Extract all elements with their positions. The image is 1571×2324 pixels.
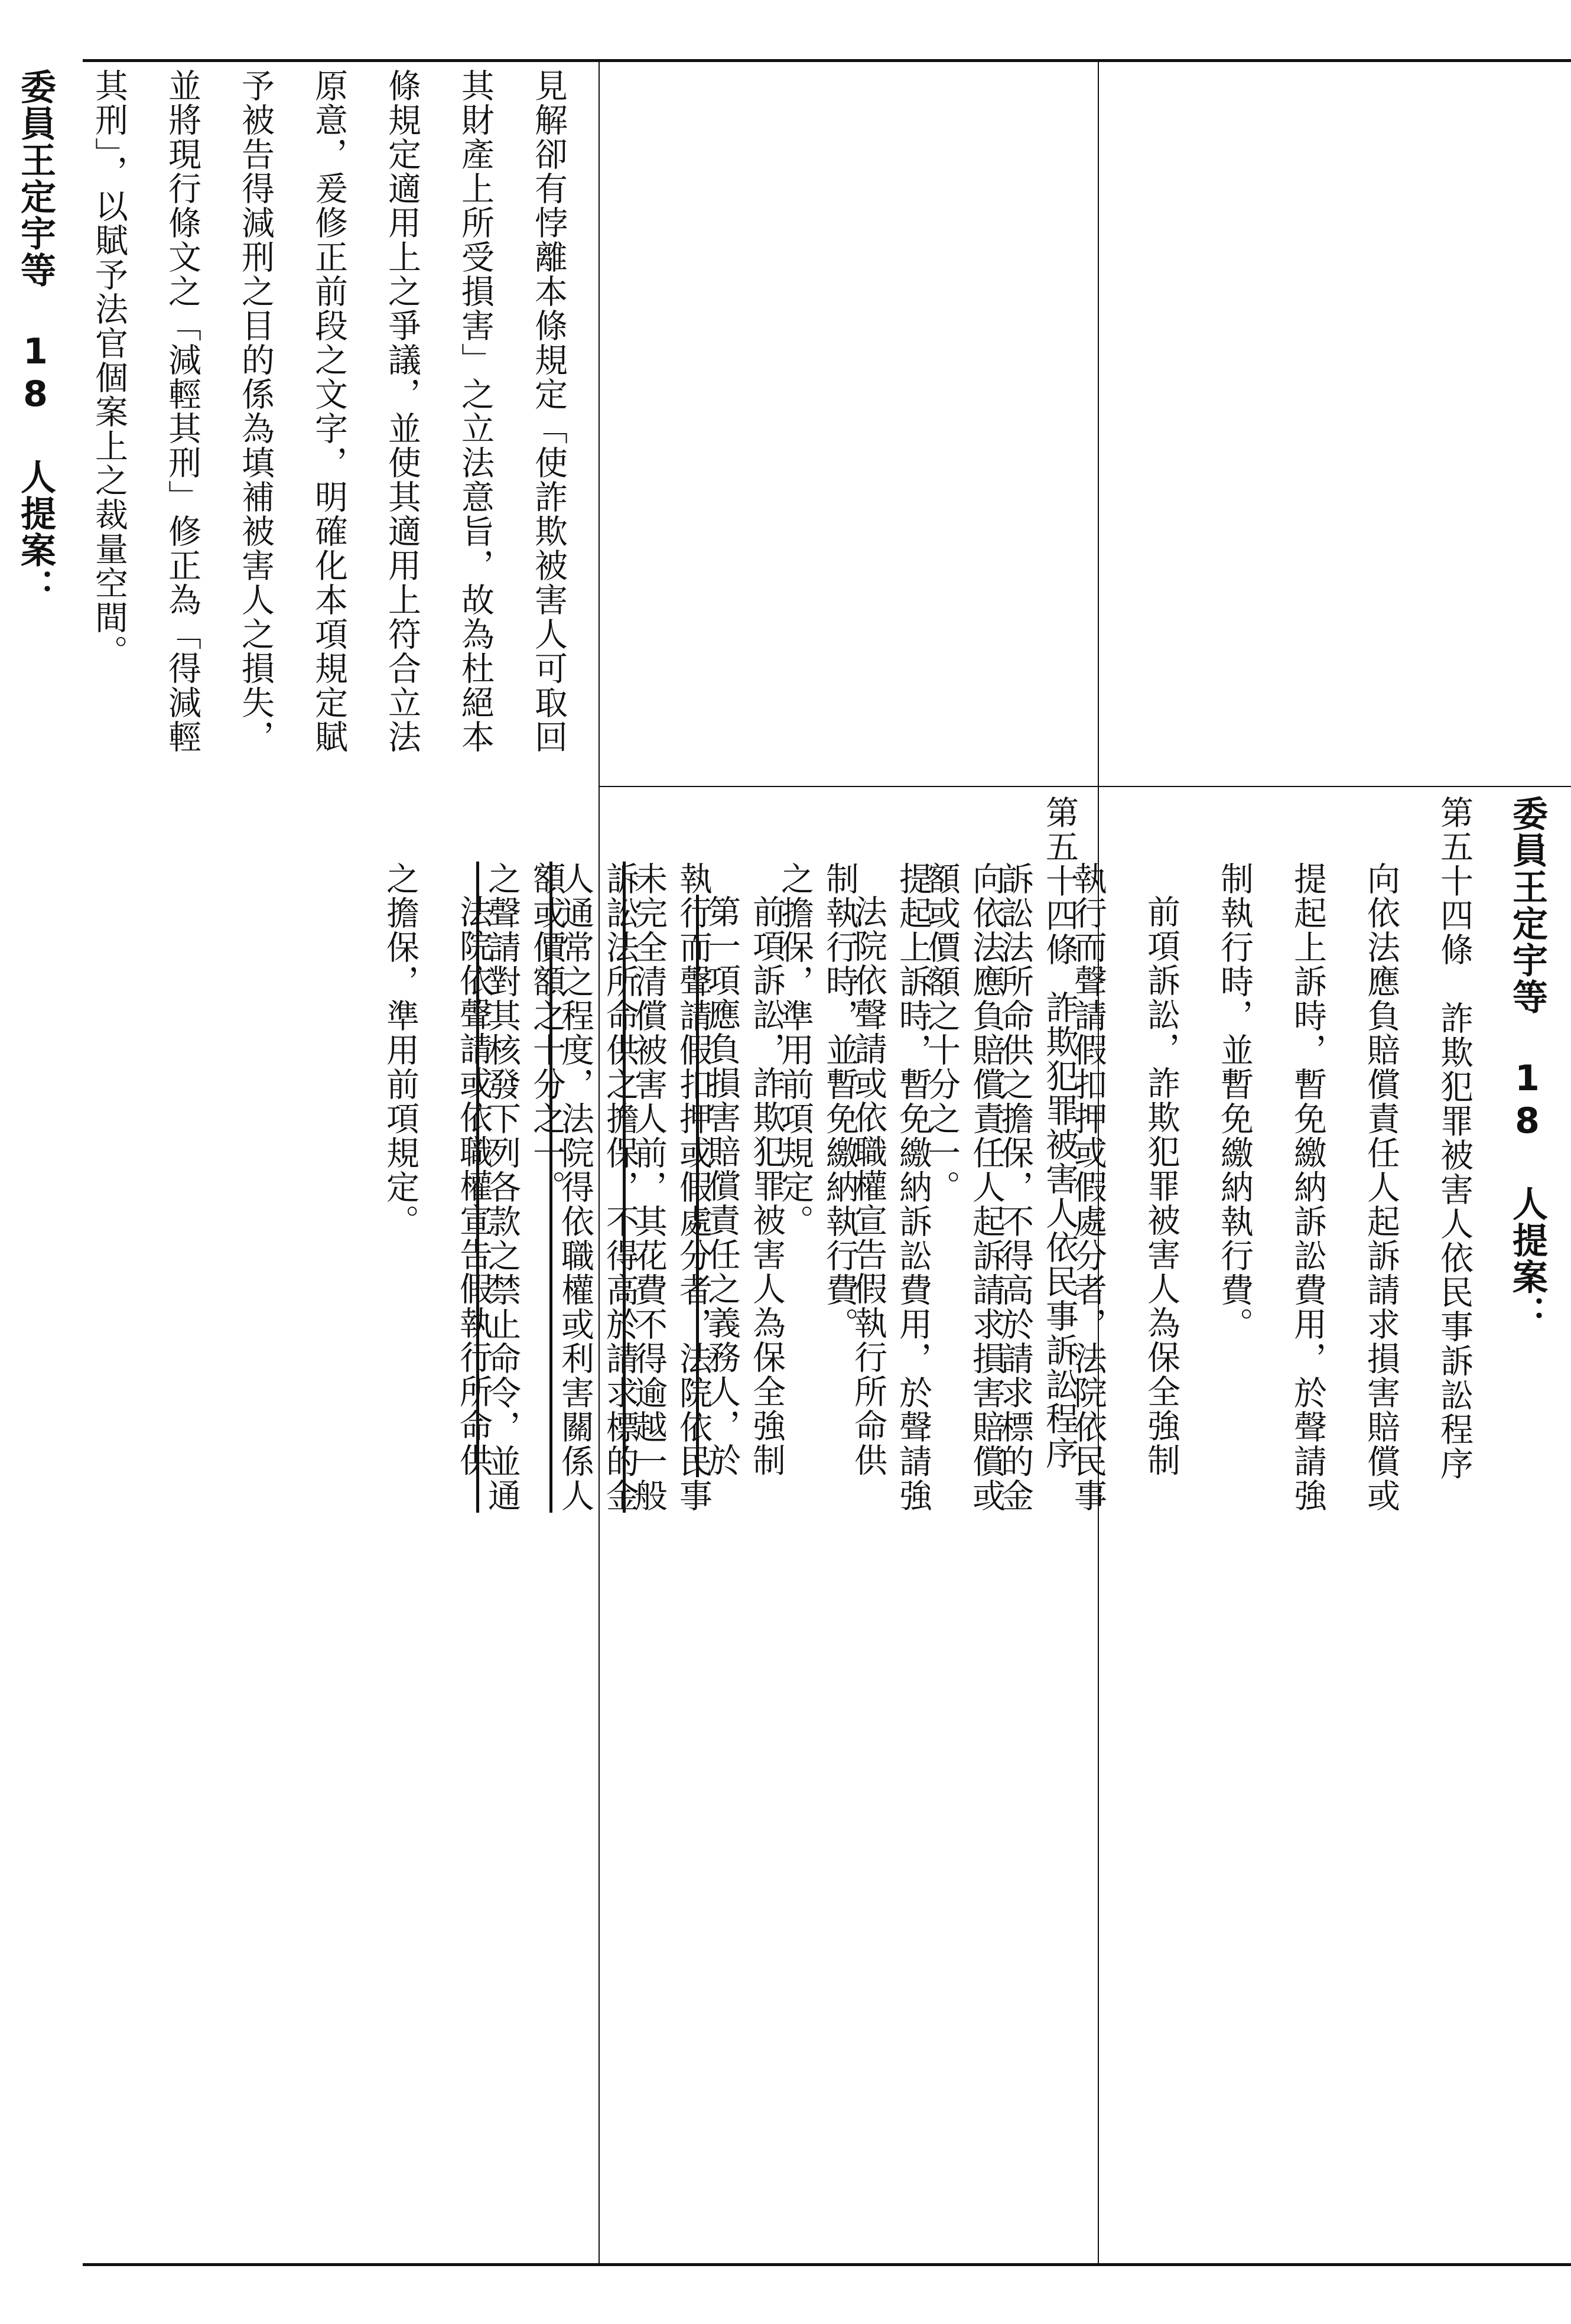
- para1-line-1: 向依法應負賠償責任人起訴請求損害賠償或: [967, 862, 1006, 1513]
- article-first-line: 詐欺犯罪被害人依民事訴訟程序: [1040, 990, 1079, 1470]
- proposed-article-line: 第五十四條 詐欺犯罪被害人依民事訴訟程序: [1435, 795, 1474, 1481]
- explanation-line-5: 予被告得減刑之目的係為填補被害人之損失，: [236, 69, 275, 754]
- explanation-line-3: 條規定適用上之爭議，並使其適用上符合立法: [383, 69, 421, 754]
- article-number: 第五十四條: [1040, 795, 1079, 967]
- explanation-line-2: 其財產上所受損害」之立法意旨，故為杜絕本: [456, 69, 495, 754]
- proposed-para3-line-1: 法院依聲請或依職權宣告假執行所命供: [849, 895, 887, 1477]
- proposed-para2-line-1: 前項訴訟，詐欺犯罪被害人為保全強制: [1142, 895, 1180, 1477]
- proposed-para2-line-2: 執行而聲請假扣押或假處分者，法院依民事: [1069, 862, 1107, 1513]
- para3-line-1: 法院依聲請或依職權宣告假執行所命供: [454, 895, 493, 1477]
- top-rule: [83, 59, 1571, 62]
- new-para-line-4: 之聲請對其核發下列各款之禁止命令，並通: [483, 862, 521, 1513]
- proposed-para2-line-3: 訴訟法所命供之擔保，不得高於請求標的金: [996, 862, 1034, 1513]
- new-para-line-3: 人通常之程度，法院得依職權或利害關係人: [556, 862, 594, 1513]
- para2-line-1: 前項訴訟，詐欺犯罪被害人為保全強制: [747, 895, 786, 1477]
- para2-line-2: 執行而聲請假扣押或假處分者，法院依民事: [674, 862, 713, 1513]
- header-row-divider: [600, 786, 1571, 787]
- new-para-line-1: 第一項應負損害賠償責任之義務人，於: [702, 895, 741, 1477]
- para2-line-4: 額或價額之十分之一。: [528, 862, 566, 1204]
- para1-line-3: 制執行時，並暫免繳納執行費。: [821, 862, 859, 1341]
- new-para-line-2: 未完全清償被害人前，其花費不得逾越一般: [629, 862, 668, 1513]
- para1-line-2: 提起上訴時，暫免繳納訴訟費用，於聲請強: [894, 862, 932, 1513]
- proposed-article-column: [483, 792, 1571, 2257]
- explanation-line-6: 並將現行條文之「減輕其刑」修正為「得減輕: [163, 69, 201, 754]
- proposal-heading: 委員王定宇等 18 人提案：: [15, 69, 56, 605]
- bottom-rule: [83, 2263, 1571, 2266]
- proposed-para1-line-2: 提起上訴時，暫免繳納訴訟費用，於聲請強: [1289, 862, 1327, 1513]
- para2-line-3: 訴訟法所命供之擔保，不得高於請求標的金: [601, 862, 639, 1513]
- proposal-title: 委員王定宇等 18 人提案：: [1507, 795, 1548, 1332]
- proposed-para2-line-4: 額或價額之十分之一。: [922, 862, 961, 1204]
- proposed-para1-line-1: 向依法應負賠償責任人起訴請求損害賠償或: [1362, 862, 1400, 1513]
- explanation-line-7: 其刑」，以賦予法官個案上之裁量空間。: [90, 69, 128, 669]
- explanation-line-1: 見解卻有悖離本條規定「使詐欺被害人可取回: [529, 69, 568, 754]
- proposed-para1-line-3: 制執行時，並暫免繳納執行費。: [1215, 862, 1254, 1341]
- proposed-para3-line-2: 之擔保，準用前項規定。: [776, 862, 814, 1239]
- explanation-line-4: 原意，爰修正前段之文字，明確化本項規定賦: [310, 69, 348, 754]
- para3-line-2: 之擔保，準用前項規定。: [381, 862, 419, 1239]
